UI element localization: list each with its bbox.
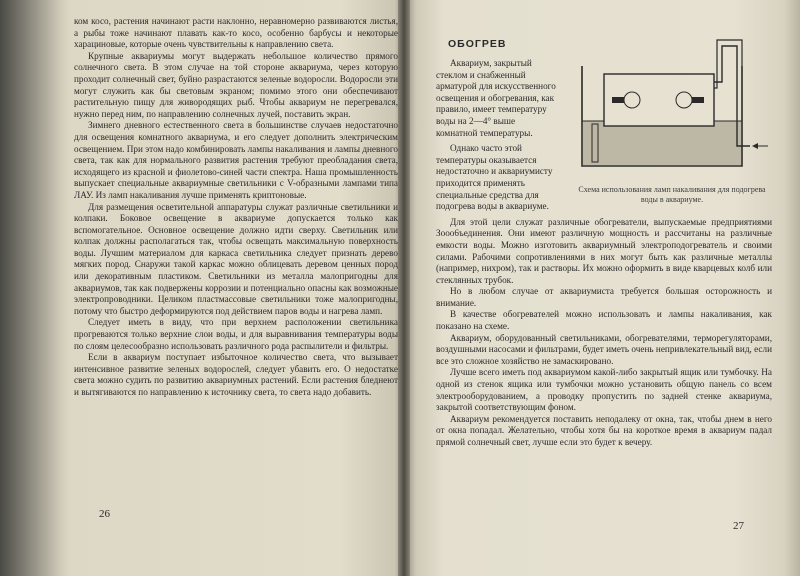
water: [583, 121, 741, 165]
book-gutter: [398, 0, 410, 576]
heating-diagram: [572, 36, 772, 206]
wrap-paragraph-2: Однако часто этой температуры оказывается недостаточно и аквариумисту приходится применять специальные средства для подогрева воды в аквариуме.: [436, 143, 553, 212]
left-paragraph-4: Для размещения осветительной аппаратуры служат различные светильники и колпаки. Боковое освещение в аквариуме допускается только как вспомогательное. Основное освещение должно идти сверху. Светильник или колпак должны располагаться так, чтобы освещать максимальную поверхность воды. Лучшим материалом для каркаса светильника следует признать дерево мягких пород. Снаружи такой каркас можно облицевать деревом ценных пород или декоративным пластиком. Светильники из металла малопригодны для аквариумов, так как подвержены коррозии и потенциально опасны как возможные электропроводники. Целиком пластмассовые светильники тоже малопригодны, потому что быстро деформируются под действием паров воды и нагрева ламп.: [74, 201, 398, 316]
figure-caption: Схема использования ламп накаливания для подогрева воды в аквариуме.: [578, 185, 766, 204]
left-page-text: [74, 16, 398, 399]
right-paragraph-3: В качестве обогревателей можно использовать и лампы накаливания, как показано на схеме.: [436, 309, 772, 332]
return-pipe: [714, 40, 742, 88]
left-page-number: 26: [99, 508, 110, 520]
right-paragraph-6: Аквариум рекомендуется поставить неподалеку от окна, так, чтобы днем в него от окна попадал. Желательно, чтобы хотя бы на короткое время в аквариум падал прямой солнечный свет, лучше если это будет к вечеру.: [436, 413, 772, 447]
left-paragraph-1: ком косо, растения начинают расти наклонно, неравномерно развиваются листья, а рыбы тоже начинают плавать как-то косо, особенно барбусы и некоторые харациновые, которые очень чувствительны к направлению света.: [74, 16, 398, 50]
left-paragraph-6: Если в аквариум поступает избыточное количество света, что вызывает интенсивное развитие зеленых водорослей, следует убавить его. О недостатке света можно судить по развитию аквариумных растений. Если растения бледнеют и вытягиваются по направлению к источнику света, то света надо добавить.: [74, 352, 398, 397]
right-page-number: 27: [733, 520, 744, 532]
right-paragraph-2: Но в любом случае от аквариумиста требуется большая осторожность и внимание.: [436, 286, 772, 308]
right-page-text: [436, 217, 772, 449]
left-paragraph-2: Крупные аквариумы могут выдержать небольшое количество прямого солнечного света. В этом случае на той стороне аквариума, через которую проходит солнечный свет, буйно разрастаются зеленые водоросли. Водоросли эти могут служить как бы световым экраном; помимо этого они обеспечивают растительную пищу для живородящих рыб. Чтобы аквариум не перегревался, нужно перед ним, по направлению солнечных лучей, поставить экран.: [74, 50, 398, 119]
flow-arrowhead: [752, 143, 758, 149]
left-paragraph-3: Зимнего дневного естественного света в большинстве случаев недостаточно для освещения комнатного аквариума, и его следует дополнить электрическим освещением. При этом надо комбинировать лампы накаливания и лампы дневного света, так как для нормального развития растения требуют преобладания света, исходящего из красной и фиолетово-синей части спектра. Наша промышленность выпускает специальные аквариумные светильники с V-образными лампами типа ЛАУ. Из ламп накаливания лучше применять криптоновые.: [74, 120, 398, 200]
section-heading: ОБОГРЕВ: [448, 38, 507, 50]
right-paragraph-1: Для этой цели служат различные обогреватели, выпускаемые предприятиями Зооо6ъединения. Они имеют различную мощность и рассчитаны на различные емкости воды. Можно изготовить аквариумный электроподогреватель и своими силами. Рабочими сопротивлениями в них могут быть как различные металлы (например, нихром), так и растворы. Их можно оформить в виде кварцевых колб или стеклянных трубок.: [436, 216, 772, 285]
wrap-paragraph: Аквариум, закрытый стеклом и снабженный арматурой для искусственного освещения и обогревания, как правило, имеет температуру воды на 2—4° выше комнатной температуры.: [436, 58, 556, 138]
left-paragraph-5: Следует иметь в виду, что при верхнем расположении светильника прогреваются только верхние слои воды, и для выравнивания температуры воды по слоям целесообразно использовать различного рода распылители и фильтры.: [74, 317, 398, 351]
right-paragraph-5: Лучше всего иметь под аквариумом какой-либо закрытый ящик или тумбочку. На одной из стенок ящика или тумбочки можно установить общую панель со всем электрооборудованием, а проводку пропустить по задней стенке аквариума, закрытой соответствующим фоном.: [436, 367, 772, 413]
right-page: [404, 0, 800, 576]
right-paragraph-4: Аквариум, оборудованный светильниками, обогревателями, терморегуляторами, воздушными насосами и фильтрами, будет иметь очень непривлекательный вид, если все это сложное хозяйство не замаскировано.: [436, 332, 772, 366]
heating-diagram-svg: [572, 36, 772, 176]
wrap-text-block: [436, 58, 556, 213]
